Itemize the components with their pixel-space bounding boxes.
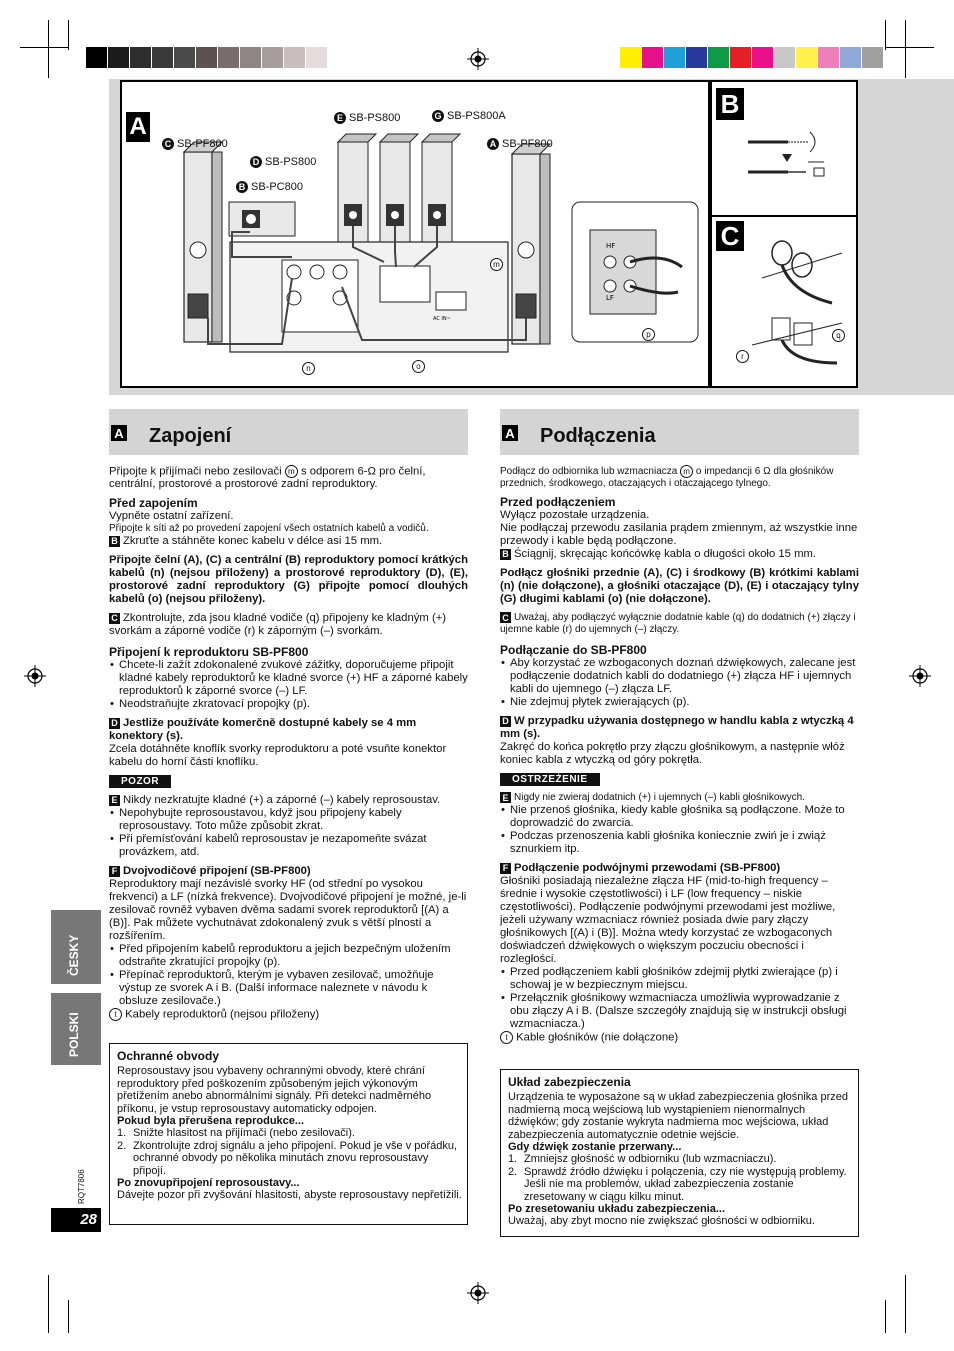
calibration-swatch [86,47,108,68]
registration-mark-icon [24,665,46,687]
protection-text: Dávejte pozor při zvyšování hlasitosti, abyste reprosoustavy nepřetížili. [117,1189,462,1202]
figure-a-panel [120,80,710,388]
protection-subheading: Po znovupřipojení reprosoustavy... [117,1177,300,1190]
protection-subheading: Po zresetowaniu układu zabezpieczenia... [508,1203,726,1216]
section-header-czech [109,409,468,455]
terminal-knob-illustration [752,223,852,383]
calibration-swatch [686,47,708,68]
calibration-swatch [328,47,350,68]
warning-badge: OSTRZEŻENIE [500,773,600,786]
calibration-swatch [218,47,240,68]
label-b: B SB-PC800 [236,181,303,193]
protection-box-polish [500,1069,859,1237]
step-d: D Jestliže používáte komerčně dostupné kabely se 4 mm konektory (s). [109,717,417,743]
cable-note: t Kable głośników (nie dołączone) [500,1031,859,1044]
label-c: C SB-PF800 [162,138,228,150]
connect-instruction: Připojte čelní (A), (C) a centrální (B) reproduktory pomocí krátkých kabelů (n) (nejsou přiloženy) a prostorové reproduktory (D), (E), prostorové zadní reproduktory (G) připojte pomocí dlouhých kabelů (o) (nejsou přiloženy). [109,554,468,606]
protection-text: Uważaj, aby zbyt mocno nie zwiększać głośności w odbiorniku. [508,1215,815,1228]
biwire-list [109,943,468,1008]
protection-subheading: Pokud byla přerušena reprodukce... [117,1115,305,1128]
step-f-text: Reproduktory mají nezávislé svorky HF (od střední po vysokou frekvenci) a LF (nízká frekvence). Dvojvodičové připojení je možné, je-li zesilovač rovněž vybaven dvěma sadami svorek reproduktorů [(A) a (B)]. Pak můžete vychutnávat zdokonalený zvuk s větší plností a rozšířením. [109,878,467,943]
step-d-text: Zcela dotáhněte knoflík svorky reproduktoru a poté vsuňte konektor kabelu do horní části knoflíku. [109,743,447,769]
section-title-polish: Podłączenia [540,425,656,447]
label-d: D SB-PS800 [250,156,316,168]
crop-mark [68,20,69,50]
lf-label: LF [606,294,614,302]
pf-heading: Připojení k reproduktoru SB-PF800 [109,645,309,660]
list-item: • Aby korzystać ze wzbogaconych doznań dźwiękowych, zalecane jest podłączenie dodatnich kabli do dodatniego (+) złącza HF i ujemnych kabli do ujemnego (–) złącza LF. [500,657,859,696]
calibration-swatch [708,47,730,68]
warning-badge: POZOR [109,775,171,788]
calibration-swatch [620,47,642,68]
before-step-b: B Zkruťte a stáhněte konec kabelu v délce asi 15 mm. [109,535,468,548]
figure-a-letter: A [126,112,150,142]
list-item: • Při přemísťování kabelů reprosoustav je nezapomeňte svázat provázkem, atd. [109,833,468,859]
warning-list [109,807,468,859]
crop-mark [905,1275,906,1333]
calibration-swatch [664,47,686,68]
step-f-text: Głośniki posiadają niezależne złącza HF (mid-to-high frequency – średnie i wysokie częstotliwości) i LF (low frequency – niskie częstotliwości). Podłączenie podwójnymi przewodami jest możliwe, jeżeli używany wzmacniacz również posiada dwie pary złączy głośnikowych [(A) i (B)]. Można wtedy korzystać ze wzbogaconych doświadczeń dźwiękowych o większym poczuciu obecności i rozległości. [500,875,836,966]
list-item: • Nepohybujte reprosoustavou, když jsou připojeny kabely reprosoustavy. Toto může způsobit zkrat. [109,807,468,833]
calibration-swatch [108,47,130,68]
registration-mark-icon [909,665,931,687]
biwire-list [500,966,859,1031]
protection-title: Ochranné obvody [117,1049,220,1063]
before-step-b: B Ściągnij, skręcając końcówkę kabla o długości około 15 mm. [500,548,859,561]
label-g: G SB-PS800A [432,110,506,122]
protection-text: Reprosoustavy jsou vybaveny ochrannými obvody, které chrání reproduktory před poškozením způsobeným jejich výkonovým přetížením anebo abnormálními signály. Při detekci nadměrného příkonu, je vstup reprosoustavy automaticky odpojen. [117,1065,432,1115]
before-text: Vypněte ostatní zařízení. [109,510,234,523]
list-item: 1. Snižte hlasitost na přijímači (nebo zesilovači). [117,1127,355,1140]
protection-subheading: Gdy dźwięk zostanie przerwany... [508,1141,682,1154]
list-item: • Przełącznik głośnikowy wzmacniacza umożliwia wyprowadzanie z obu złączy A i B. (Dalsze szczegóły znajdują się w instrukcji obsługi wzmacniacza.) [500,992,859,1031]
calibration-swatch [752,47,774,68]
language-tab-czech: ČESKY [51,910,101,984]
list-item: • Przed podłączeniem kabli głośników zdejmij płytki zwierające (p) i schowaj je w bezpiecznym miejscu. [500,966,859,992]
section-header-polish [500,409,859,455]
list-item: 2. Sprawdź źródło dźwięku i połączenia, czy nie występują problemy. Jeśli nie ma problemów, układ zabezpieczenia zostanie zresetowany w ciągu kilku minut. [508,1165,847,1203]
calibration-swatch [152,47,174,68]
crop-mark [885,1300,886,1333]
calibration-swatch [196,47,218,68]
calibration-swatch [818,47,840,68]
crop-mark [48,1275,49,1333]
crop-mark [20,47,68,48]
pf-heading: Podłączanie do SB-PF800 [500,643,647,658]
before-text: Nie podłączaj przewodu zasilania prądem zmiennym, aż wszystkie inne przewody i kable będą podłączone. [500,522,858,548]
cable-note: t Kabely reproduktorů (nejsou přiloženy) [109,1008,468,1021]
before-text: Wyłącz pozostałe urządzenia. [500,509,650,522]
label-o: o [412,360,425,373]
step-f: F Podłączenie podwójnymi przewodami (SB-PF800) [500,862,859,875]
label-e: E SB-PS800 [334,112,400,124]
color-calibration-bar [620,47,884,68]
section-letter: A [111,425,127,441]
protection-steps [117,1127,462,1177]
calibration-swatch [174,47,196,68]
protection-title: Układ zabezpieczenia [508,1075,631,1089]
registration-mark-icon [467,48,489,70]
list-item: • Před připojením kabelů reproduktoru a jejich bezpečným uložením odstraňte zkratující propojky (p). [109,943,468,969]
label-r: r [736,350,749,363]
calibration-swatch [840,47,862,68]
list-item: • Přepínač reproduktorů, kterým je vybaven zesilovač, umožňuje výstup ze svorek A i B. (Další informace naleznete v návodu k obsluze zesilovače.) [109,969,468,1008]
label-n: n [302,362,315,375]
calibration-swatch [730,47,752,68]
step-e: E Nikdy nezkratujte kladné (+) a záporné (–) kabely reprosoustav. [109,794,468,807]
ac-in-label: AC IN~ [433,316,451,322]
check-step-c: C Uważaj, aby podłączyć wyłącznie dodatnie kable (q) do dodatnich (+) złączy i ujemne kable (r) do ujemnych (–) złączy. [500,612,856,636]
protection-steps [508,1153,853,1203]
section-letter: A [502,425,518,441]
list-item: • Nie zdejmuj płytek zwierających (p). [500,696,859,709]
calibration-swatch [642,47,664,68]
polish-column [500,465,859,1045]
list-item: • Neodstraňujte zkratovací propojky (p). [109,698,468,711]
pf-list [500,657,859,709]
calibration-swatch [130,47,152,68]
crop-mark [886,47,934,48]
section-title-czech: Zapojení [149,425,232,447]
step-f: F Dvojvodičové připojení (SB-PF800) [109,865,468,878]
cable-twist-illustration [748,126,848,186]
crop-mark [68,1300,69,1333]
intro-text: Podłącz do odbiornika lub wzmacniacza m o impedancji 6 Ω dla głośników przednich, środkowego, otaczających i otaczającego tylnego. [500,466,834,490]
page-number: 28 [80,1211,97,1228]
before-heading: Před zapojením [109,496,198,511]
label-m: m [490,258,503,271]
calibration-swatch [240,47,262,68]
figure-b-panel [710,80,858,217]
document-code: RQT7806 [77,1169,86,1204]
czech-column [109,465,468,1022]
before-text: Připojte k síti až po provedení zapojení všech ostatních kabelů a vodičů. [109,523,429,535]
speaker-connection-diagram [122,82,708,386]
list-item: 2. Zkontrolujte zdroj signálu a jeho připojení. Pokud je vše v pořádku, ochranné obvody po několika minutách znovu reprosoustavy připojí. [117,1139,458,1177]
list-item: • Nie przenoś głośnika, kiedy kable głośnika są podłączone. Może to doprowadzić do zwarcia. [500,804,859,830]
registration-mark-icon [467,1282,489,1304]
label-q: q [832,329,845,342]
grayscale-calibration-bar [86,47,350,68]
list-item: • Chcete-li zažít zdokonalené zvukové zážitky, doporučujeme připojit kladné kabely reproduktorů ke kladné svorce (+) HF a záporné kabely reproduktorů k záporné svorce (–) LF. [109,659,468,698]
hf-label: HF [606,242,616,250]
calibration-swatch [862,47,884,68]
calibration-swatch [284,47,306,68]
check-step-c: C Zkontrolujte, zda jsou kladné vodiče (q) připojeny ke kladným (+) svorkám a záporné vodiče (r) k záporným (–) svorkám. [109,612,447,638]
calibration-swatch [774,47,796,68]
crop-mark [905,20,906,78]
calibration-swatch [306,47,328,68]
label-a: A SB-PF800 [487,138,553,150]
warning-list [500,804,859,856]
label-p: p [642,328,655,341]
before-heading: Przed podłączeniem [500,495,616,510]
protection-text: Urządzenia te wyposażone są w układ zabezpieczenia głośnika przed nadmierną mocą wejściową lub wystąpieniem nienormalnych dźwięków; gdy zostanie wykryta nadmierna moc wejściowa, układ zabezpieczenia automatycznie odetnie wejście. [508,1091,848,1141]
pf-list [109,659,468,711]
figure-c-letter: C [716,221,744,251]
page-number-badge [51,1208,101,1232]
list-item: • Podczas przenoszenia kabli głośnika koniecznie zwiń je i zwiąż sznurkiem itp. [500,830,859,856]
step-d: D W przypadku używania dostępnego w handlu kabla z wtyczką 4 mm (s). [500,715,854,741]
connect-instruction: Podłącz głośniki przednie (A), (C) i środkowy (B) krótkimi kablami (n) (nie dołączone), a głośniki otaczające (D), (E) i otaczający tylny (G) długimi kablami (o) (nie dołączone). [500,567,859,606]
step-d-text: Zakręć do końca pokrętło przy złączu głośnikowym, a następnie włóż koniec kabla z wtyczką od góry pokrętła. [500,741,845,767]
calibration-swatch [262,47,284,68]
list-item: 1. Zmniejsz głośność w odbiorniku (lub wzmacniaczu). [508,1153,777,1166]
crop-mark [885,20,886,50]
step-e: E Nigdy nie zwieraj dodatnich (+) i ujemnych (–) kabli głośnikowych. [500,792,859,804]
crop-mark [48,20,49,78]
language-tab-polish: POLSKI [51,993,101,1065]
calibration-swatch [796,47,818,68]
figure-b-letter: B [716,88,744,120]
figure-c-panel [710,215,858,388]
protection-box-czech [109,1043,468,1225]
intro-text: Připojte k přijímači nebo zesilovači m s odporem 6-Ω pro čelní, centrální, prostorové a prostorové zadní reproduktory. [109,465,426,491]
